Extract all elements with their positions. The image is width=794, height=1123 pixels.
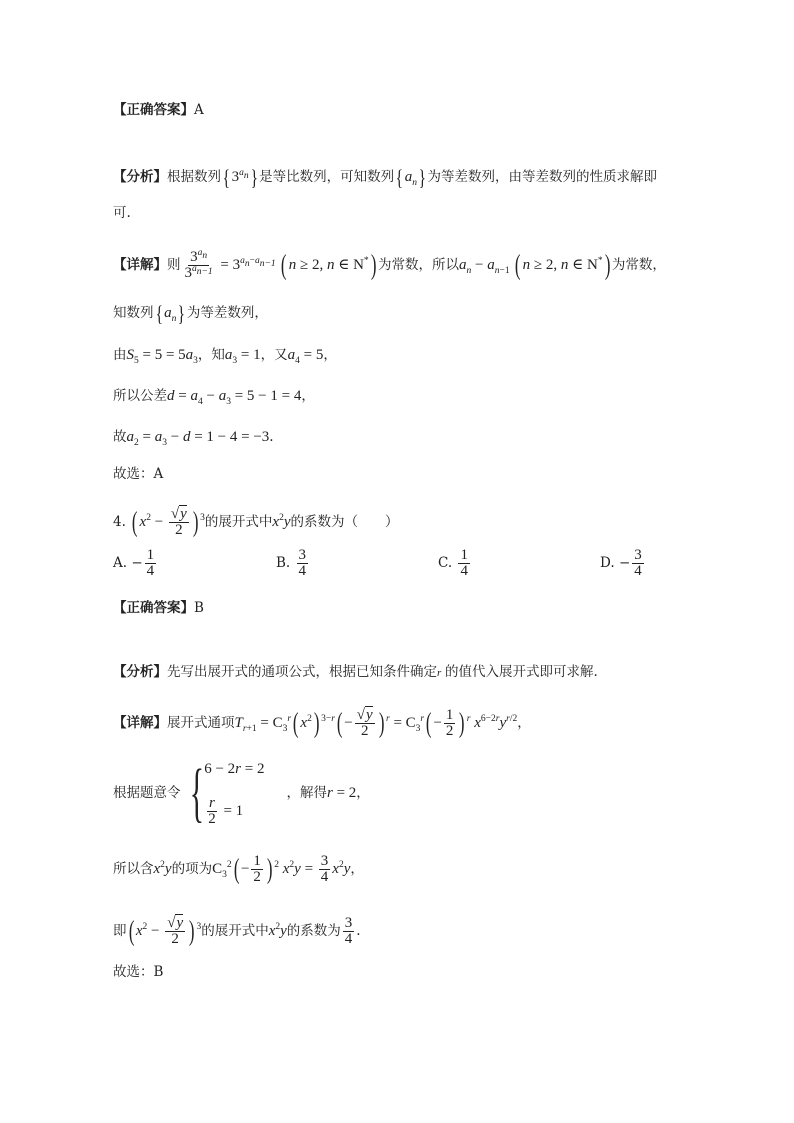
formula-general-term: $T_{r+1} = C_3^r$( $x^2$) $^{3-r}$( − $\frac{√y}{2}$ ) $^r = C_3^r$( − $\frac{1}{2}$ ) $^r$ $x^{6-2r}y^{r/2}$ [234,707,518,739]
formula-result: $\frac{3}{4}$ [344,915,353,947]
answer-value: A [194,102,204,118]
detail-text: 为常数，所以 [378,256,459,273]
formula-x2y: $x^2y$ [153,859,172,877]
detail-text: ，知 [197,347,225,363]
formula-s5: $S_5 = 5 = 5a_3$ [126,347,198,366]
formula-r-value: r = 2 [326,785,357,801]
detail-1-line-4 [113,386,315,406]
formula-x2y: $x^2y$ [268,921,287,939]
detail-text: ， [356,785,370,801]
detail-text: 故 [113,429,127,445]
analysis-text: 为等差数列，由等差数列的性质求解即 [427,169,657,185]
formula-term: $C_3^2$( − $\frac{1}{2}$ ) $^2$ $x^2y$ = $\frac{3}{4}$ $x^2y$ [212,853,351,885]
option-a[interactable]: A. − $\frac{1}{4}$ [113,547,155,579]
detail-text: ，解得 [286,785,327,801]
detail-text: ，又 [260,347,288,363]
answer-1 [113,100,204,120]
analysis-label: 【分析】 [113,664,167,680]
option-b[interactable]: B. $\frac{3}{4}$ [276,547,307,579]
analysis-1-cont: 可. [113,205,131,221]
detail-2-line-2 [113,758,370,828]
analysis-2 [113,662,598,683]
analysis-1 [113,164,657,190]
detail-1-line-5 [113,427,274,447]
detail-text: 则 [167,256,181,273]
detail-2-line-4 [113,916,361,947]
detail-text: ， [350,860,364,877]
formula-a4: $a_4 = 5$ [287,347,324,366]
detail-label: 【详解】 [113,714,167,731]
analysis-text: 的值代入展开式即可求解. [445,664,598,680]
choice-1: 故选：A [113,466,164,482]
formula-r: r [437,667,442,679]
question-text: 的展开式中 [204,513,273,530]
formula-d: $d = a_4 - a_3 = 5 - 1 = 4$ [167,388,302,407]
question-text: 的系数为（ ） [290,513,399,530]
analysis-text: 先写出展开式的通项公式，根据已知条件确定 [167,664,437,680]
detail-text: . [356,922,361,939]
detail-label: 【详解】 [113,256,167,273]
detail-1-line-2 [113,300,268,326]
formula-difference: $a_n - a_{n-1}$ ( n ≥ 2, n ∈ N*) [459,249,611,281]
detail-1-line-1 [113,250,666,281]
detail-text: 展开式通项 [167,714,235,731]
detail-text: 即 [113,922,127,939]
formula-x2y: $x^2y$ [272,512,291,530]
detail-text: . [269,429,274,445]
detail-text: 的系数为 [286,922,341,939]
detail-text: ， [301,388,315,404]
answer-label: 【正确答案】 [113,102,194,118]
formula-system: { 6 − 2r = 2 $\frac{r}{2}$ = 1 [189,756,265,829]
detail-text: 所以公差 [113,388,167,404]
detail-text: 的展开式中 [201,922,269,939]
formula-seq-3an: { $3^{a_n}$} [222,164,258,190]
formula-binomial: ( $x^2$ − $\frac{√y}{2}$ ) $^3$ [132,506,205,538]
detail-text: 知数列 [113,305,154,321]
detail-2-line-1: 【详解】展开式通项$T_{r+1} = C_3^r$( $x^2$) $^{3-r}$( − $\frac{√y}{2}$ ) $^r = C_3^r$( − $\frac{1}{2}$ ) $^r$ $x^{6-2r}y^{r/2}$， [113,707,531,739]
analysis-text: 根据数列 [167,169,221,185]
answer-value: B [194,600,204,616]
question-4 [113,507,398,538]
formula-seq-an: { $a_n$} [395,164,426,190]
detail-text: 根据题意令 [113,785,181,801]
detail-text: 所以含 [113,860,154,877]
detail-2-line-3 [113,854,364,885]
formula-a2: $a_2 = a_3 - d = 1 - 4 = -3$ [126,429,270,448]
formula-binomial: ( $x^2$ − $\frac{√y}{2}$ ) $^3$ [128,915,202,947]
analysis-label: 【分析】 [113,169,167,185]
analysis-text: 是等比数列，可知数列 [259,169,395,185]
detail-text: 为常数， [611,256,666,273]
formula-seq-an: { $a_n$} [155,300,186,326]
answer-2 [113,598,204,618]
question-number: 4. [113,513,126,530]
formula-a3: $a_3 = 1$ [224,347,261,366]
answer-label: 【正确答案】 [113,600,194,616]
option-c[interactable]: C. $\frac{1}{4}$ [438,547,468,579]
detail-1-line-3 [113,345,337,365]
choice-2: 故选：B [113,964,164,980]
detail-text: 的项为 [171,860,213,877]
detail-text: ， [323,347,337,363]
formula-ratio: $\frac{3^{a_n}}{3^{a_{n-1}}}$ = $3^{a_n-a_{n-1}}$ ( n ≥ 2, n ∈ N*) [184,248,377,281]
detail-text: 由 [113,347,127,363]
option-d[interactable]: D. − $\frac{3}{4}$ [600,547,642,579]
detail-text: 为等差数列， [186,305,268,321]
